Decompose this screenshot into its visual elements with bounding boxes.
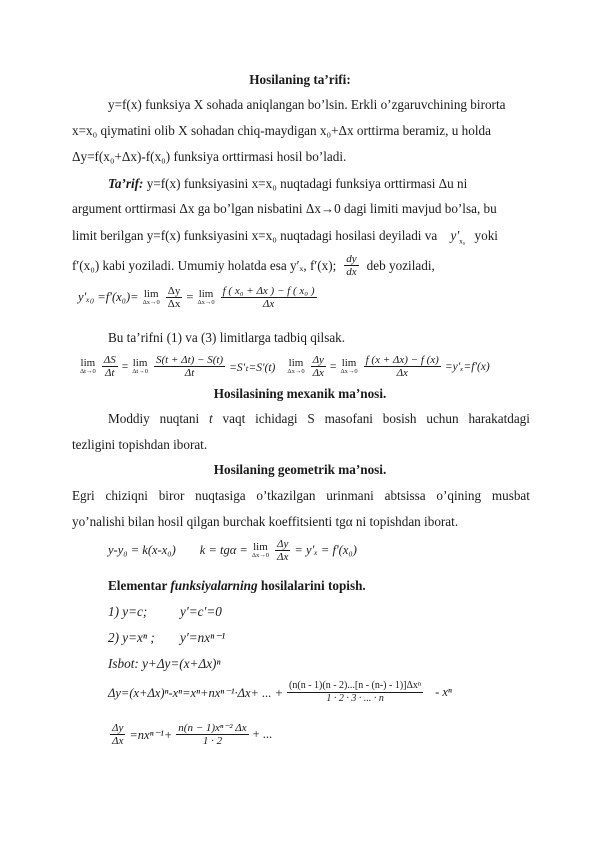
dy-dx-fraction [344, 253, 358, 278]
definition-text-4a: f′(x₀) kabi yoziladi. Umumiy holatda esa y′ₓ, f′(x); [72, 257, 337, 273]
definition-line-2: argument orttirmasi Δx ga bo’lgan nisbatini Δx→0 dagi limiti mavjud bo’lsa, bu [72, 201, 497, 216]
rule-1: 1) y=c; y′=c′=0 [108, 604, 222, 619]
geometric-meaning-heading: Hosilaning geometrik ma’nosi. [213, 462, 387, 477]
definition-text-3a: limit berilgan y=f(x) funksiyasini x=x₀ nuqtadagi hosilasi deyiladi va [72, 228, 438, 243]
definition-text-3c: yoki [474, 228, 498, 243]
definition-line-1 [108, 176, 467, 192]
dy-numerator: dy [346, 253, 357, 265]
limit-symbol-2: lim Δx→0 [197, 287, 215, 306]
definition-label: Ta’rif: [108, 176, 144, 191]
paragraph-line-1: y=f(x) funksiya X sohada aniqlangan bo’lsin. Erkli o’zgaruvchining birorta [108, 97, 506, 112]
derivative-symbol: y′ [450, 228, 460, 243]
paragraph-line-2: x=x₀ qiymatini olib X sohadan chiq-maydigan x₀+Δx orttirma beramiz, u holda [72, 123, 491, 138]
binomial-expansion-formula: Δy=(x+Δx)ⁿ-xⁿ=xⁿ+nxⁿ⁻¹·Δx+ ... + $\frac{\text{(n(n - 1)(n - 2)...[n - (n-) - 1)]Δxⁿ}}{1 \cdot 2 \cdot 3 \cdot ... \cdot n}$ - xⁿ [108, 680, 452, 704]
formula1-lhs: y′ₓ₀ =f′(x₀)= [78, 290, 139, 304]
definition-text-1: y=f(x) funksiyasini x=x₀ nuqtadagi funksiya orttirmasi Δu ni [146, 176, 468, 191]
mechanical-meaning-heading: Hosilasining mexanik ma’nosi. [213, 386, 387, 401]
definition-line-4 [72, 253, 435, 278]
derivative-definition-formula: y′ₓ₀ =f′(x₀)= lim Δx→0 $\frac{\Delta y}{\Delta x}$ = lim Δx→0 $\frac{\text{f ( x₀ + Δx ) − f ( x₀ )}}{\Delta x}$ [78, 285, 315, 310]
definition-line-3: limit berilgan y=f(x) funksiyasini x=x₀ nuqtadagi hosilasi deyiladi va $y'_{x_0}$ yoki [72, 228, 498, 246]
apply-text: Bu ta’rifni (1) va (3) limitlarga tadbiq qilsak. [108, 330, 346, 345]
velocity-formula: lim Δt→0 $\frac{\Delta S}{\Delta t}$ = lim Δt→0 $\frac{S(t + \Delta t) - S(t)}{\Delta t}$ =S′ₜ=S′(t) lim Δx→0 $\frac{\Delta y}{\Delta x}$ = lim Δx→0 $\frac{f (x + \Delta x) - f (x)}{\Delta x}$ =y′ₓ=f′(x) [80, 354, 490, 379]
proof-line: Isbot: y+Δy=(x+Δx)ⁿ [108, 656, 221, 671]
definition-text-4b: deb yoziladi, [366, 257, 435, 273]
dx-denominator: dx [346, 266, 357, 278]
limit-symbol: lim Δx→0 [142, 287, 160, 306]
paragraph-line-3: Δy=f(x₀+Δx)-f(x₀) funksiya orttirmasi hosil bo’ladi. [72, 149, 347, 164]
geometric-line-2: yo’nalishi bilan hosil qilgan burchak koeffitsienti tgα ni topishdan iborat. [72, 514, 459, 529]
mechanical-line-1: Moddiy nuqtani t vaqt ichidagi S masofani bosish uchun harakatdagi [108, 411, 530, 426]
geometric-line-1: Egri chiziqni biror nuqtasiga o’tkazilgan urinmani abtsissa o’qining musbat [72, 488, 530, 503]
definition-heading: Hosilaning ta’rifi: [249, 72, 351, 87]
tangent-formula: y-y₀ = k(x-x₀) k = tgα = lim Δx→0 $\frac{\Delta y}{\Delta x}$ = y′ₓ = f′(x₀) [108, 538, 357, 563]
elementary-heading: Elementar funksiyalarning hosilalarini topish. [108, 578, 366, 593]
difference-quotient-formula: $\frac{\Delta y}{\Delta x}$ =nxⁿ⁻¹+ $\frac{\text{n(n − 1)xⁿ⁻² Δx}}{1 \cdot 2}$ + ... [112, 722, 273, 747]
rule-2: 2) y=xⁿ ; y′=nxⁿ⁻¹ [108, 630, 226, 645]
formula1-fraction-2: $\frac{\text{f ( x₀ + Δx ) − f ( x₀ )}}{\Delta x}$ [222, 285, 315, 310]
formula1-fraction-1: $\frac{\Delta y}{\Delta x}$ [167, 285, 181, 310]
mechanical-line-2: tezligini topishdan iborat. [72, 437, 208, 452]
